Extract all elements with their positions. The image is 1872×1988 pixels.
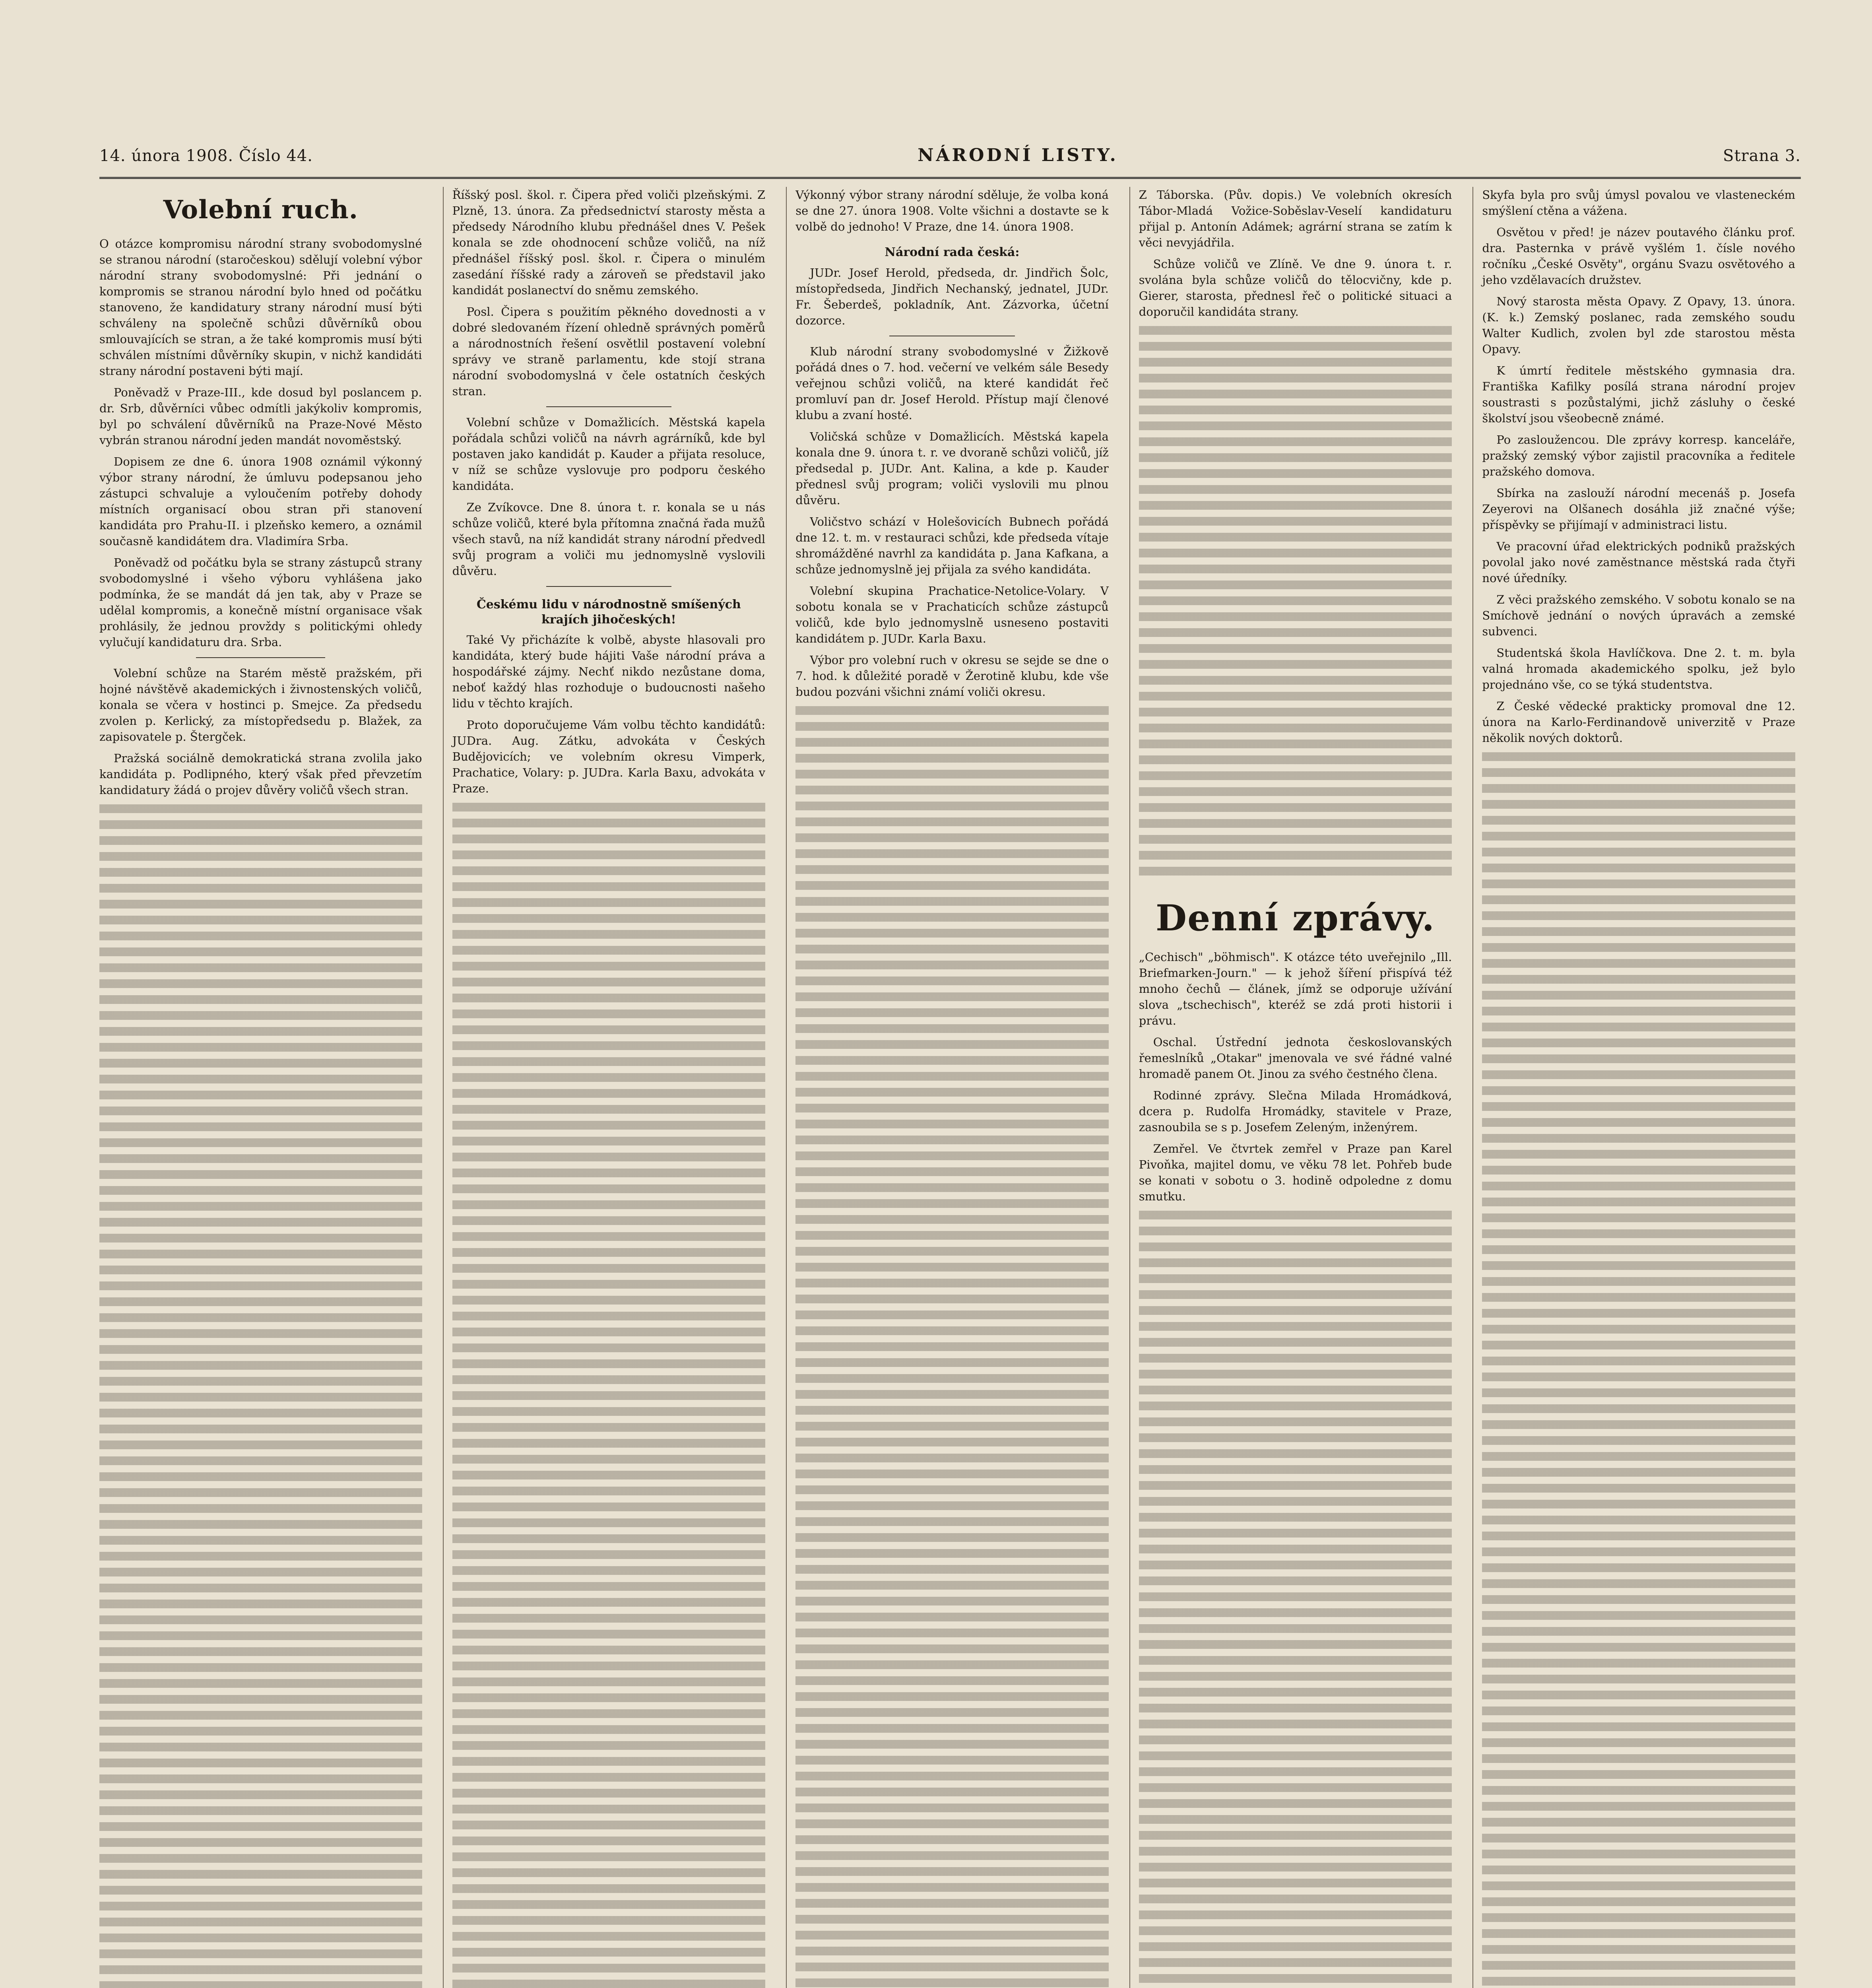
- section-title-denni-zpravy: Denní zprávy.: [1156, 897, 1436, 939]
- separator: [546, 406, 671, 407]
- article-paragraph: Osvětou v před! je název poutavého článku prof. dra. Pasternka v právě vyšlém 1. čísle nového ročníku „České Osvěty", orgánu Svazu osvětového a jeho vzdělavacích družstev.: [1482, 225, 1795, 287]
- separator: [196, 657, 325, 658]
- unreadable-text-block: [795, 706, 1109, 1988]
- article-paragraph: Říšský posl. škol. r. Čipera před voliči plzeňskými. Z Plzně, 13. února. Za předsednictví starosty města a předsedy Národního klubu přednášel dnes V. Pešek konala se zde ohodnocení schůze voličů, na níž přednášel říšský posl. škol. r. Čipera o minulém zasedání říšské rady a zároveň se představil jako kandidát poslanectví do sněmu zemského.: [452, 188, 766, 297]
- article-paragraph: Ve pracovní úřad elektrických podniků pražských povolal jako nové zaměstnance městská rada čtyři nové úředníky.: [1482, 540, 1795, 585]
- unreadable-text-block: [1482, 752, 1795, 1988]
- article-paragraph: Sbírka na zaslouží národní mecenáš p. Josefa Zeyerovi na Olšanech dosáhla již značné výše; příspěvky se přijímají v administraci listu.: [1482, 486, 1795, 532]
- article-paragraph: JUDr. Josef Herold, předseda, dr. Jindřich Šolc, místopředseda, Jindřich Nechanský, jednatel, JUDr. Fr. Šeberdeš, pokladník, Ant. Zázvorka, účetní dozorce.: [795, 266, 1109, 327]
- masthead: NÁRODNÍ LISTY.: [918, 145, 1118, 165]
- article-paragraph: Oschal. Ústřední jednota českoslovanských řemeslníků „Otakar" jmenovala ve své řádné valné hromadě panem Ot. Jinou za svého čestného člena.: [1139, 1035, 1452, 1081]
- subheading: Českému lidu v národnostně smíšených krajích jihočeských!: [476, 598, 741, 627]
- article-paragraph: Z České vědecké prakticky promoval dne 12. února na Karlo-Ferdinandově univerzitě v Praze několik nových doktorů.: [1482, 699, 1795, 745]
- columns: [99, 187, 1801, 1988]
- article-paragraph: Schůze voličů ve Zlíně. Ve dne 9. února t. r. svolána byla schůze voličů do tělocvičny, kde p. Gierer, starosta, přednesl řeč o politické situaci a doporučil kandidáta strany.: [1139, 257, 1452, 318]
- article-paragraph: Dopisem ze dne 6. února 1908 oznámil výkonný výbor strany národní, že úmluvu podepsanou jeho zástupci schvaluje a vyloučením potřeby dohody místních organisací obou stran při stanovení kandidáta pro Prahu-II. i plzeňsko kemero, a oznámil současně kandidátem dra. Vladimíra Srba.: [99, 455, 422, 548]
- page-number: Strana 3.: [1723, 147, 1801, 165]
- article-paragraph: Rodinné zprávy. Slečna Milada Hromádková, dcera p. Rudolfa Hromádky, stavitele v Praze, zasnoubila se s p. Josefem Zeleným, inženýrem.: [1139, 1089, 1452, 1134]
- article-paragraph: Také Vy přicházíte k volbě, abyste hlasovali pro kandidáta, který bude hájiti Vaše národní práva a hospodářské zájmy. Nechť nikdo nezůstane doma, neboť každý hlas rozhoduje o budoucnosti našeho lidu v těchto krajích.: [452, 633, 766, 710]
- article-paragraph: Voličská schůze v Domažlicích. Městská kapela konala dne 9. února t. r. ve dvoraně schůzi voličů, jíž předsedal p. JUDr. Ant. Kalina, a kde p. Kauder přednesl svůj program; voliči vyslovili mu plnou důvěru.: [795, 429, 1109, 507]
- article-paragraph: Volební skupina Prachatice-Netolice-Volary. V sobotu konala se v Prachaticích schůze zástupců voličů, kde bylo jednomyslně usneseno postaviti kandidátem p. JUDr. Karla Baxu.: [795, 584, 1109, 645]
- subheading: Národní rada česká:: [885, 245, 1020, 259]
- separator: [546, 586, 671, 587]
- article-paragraph: „Cechisch" „böhmisch". K otázce této uveřejnilo „Ill. Briefmarken-Journ." — k jehož šíření přispívá též mnoho čechů — článek, jímž se odporuje užívání slova „tschechisch", kteréž se zdá proti historii i právu.: [1139, 950, 1452, 1027]
- article-paragraph: Posl. Čipera s použitím pěkného dovednosti a v dobré sledovaném řízení ohledně správných poměrů a národnostních řešení osvětlil postavení volební správy ve straně parlamentu, kde stojí strana národní svobodomyslná v čele ostatních českých stran.: [452, 305, 766, 398]
- page-header: [99, 145, 1801, 173]
- article-paragraph: Volební schůze v Domažlicích. Městská kapela pořádala schůzi voličů na návrh agrárníků, kde byl postaven jako kandidát p. Kauder a přijata resoluce, v níž se schůze vyslovuje pro podporu českého kandidáta.: [452, 415, 766, 493]
- article-paragraph: Proto doporučujeme Vám volbu těchto kandidátů: JUDra. Aug. Zátku, advokáta v Českých Budějovicích; ve volebním okresu Vimperk, Prachatice, Volary: p. JUDra. Karla Baxu, advokáta v Praze.: [452, 718, 766, 795]
- column-4: [1129, 187, 1458, 1988]
- unreadable-text-block: [99, 804, 422, 1988]
- article-paragraph: Z věci pražského zemského. V sobotu konalo se na Smíchově jednání o nových úpravách a zemské subvenci.: [1482, 593, 1795, 638]
- unreadable-text-block: [1139, 1211, 1452, 1988]
- article-paragraph: Ze Zvíkovce. Dne 8. února t. r. konala se u nás schůze voličů, které byla přítomna značná řada mužů všech stavů, na níž kandidát strany národní předvedl svůj program a voliči mu jednomyslně vyslovili důvěru.: [452, 501, 766, 578]
- article-paragraph: Volební schůze na Starém městě pražském, při hojné návštěvě akademických i živnostenských voličů, konala se včera v hostinci p. Smejce. Za předsedu zvolen p. Kerlický, za místopředsedu p. Blažek, za zapisovatele p. Štergček.: [99, 666, 422, 744]
- article-paragraph: Výbor pro volební ruch v okresu se sejde se dne o 7. hod. k důležité poradě v Žerotině klubu, kde vše budou pozváni všichni známí voliči okresu.: [795, 653, 1109, 699]
- article-paragraph: Poněvadž v Praze-III., kde dosud byl poslancem p. dr. Srb, důvěrníci vůbec odmítli jakýkoliv kompromis, byl po schválení důvěrníků na Praze-Nové Město vybrán stranou národní jeden mandát novoměstský.: [99, 386, 422, 447]
- article-paragraph: K úmrtí ředitele městského gymnasia dra. Františka Kafilky posílá strana národní projev soustrasti s pozůstalými, jichž zásluhy o české školství jsou všeobecně známé.: [1482, 364, 1795, 425]
- article-paragraph: Z Táborska. (Pův. dopis.) Ve volebních okresích Tábor-Mladá Vožice-Soběslav-Veselí kandidaturu přijal p. Antonín Adámek; agrární strana se zatím k věci nevyjádřila.: [1139, 188, 1452, 249]
- column-2: [443, 187, 771, 1988]
- article-paragraph: Studentská škola Havlíčkova. Dne 2. t. m. byla valná hromada akademického spolku, jež bylo projednáno vše, co se týká studentstva.: [1482, 646, 1795, 691]
- header-rule: [99, 177, 1801, 179]
- article-paragraph: Pražská sociálně demokratická strana zvolila jako kandidáta p. Podlipného, který však před převzetím kandidatury žádá o projev důvěry voličů všech stran.: [99, 751, 422, 797]
- article-paragraph: Výkonný výbor strany národní sděluje, že volba koná se dne 27. února 1908. Volte všichni a dostavte se k volbě do jednoho! V Praze, dne 14. února 1908.: [795, 188, 1109, 233]
- column-3: [786, 187, 1114, 1988]
- article-paragraph: Po zasloužencou. Dle zprávy korresp. kanceláře, pražský zemský výbor zajistil pracovníka a ředitele pražského domova.: [1482, 433, 1795, 478]
- article-paragraph: Zemřel. Ve čtvrtek zemřel v Praze pan Karel Pivoňka, majitel domu, ve věku 78 let. Pohřeb bude se konati v sobotu o 3. hodině odpoledne z domu smutku.: [1139, 1142, 1452, 1203]
- article-paragraph: Voličstvo schází v Holešovicích Bubnech pořádá dne 12. t. m. v restauraci schůzi, kde předseda vítaje shromážděné navrhl za kandidáta p. Jana Kafkana, a schůze jednomyslně jej přijala za svého kandidáta.: [795, 514, 1109, 576]
- column-5: [1472, 187, 1801, 1988]
- unreadable-text-block: [452, 803, 766, 1988]
- column-1: [99, 187, 428, 1988]
- article-paragraph: Poněvadž od počátku byla se strany zástupců strany svobodomyslné i všeho výboru vyhlášena jako podmínka, že se mandát dá jen tak, aby v Praze se udělal kompromis, a konečně místní organisace však prohlásily, že jednou provždy s politickými ohledy vylučují kandidaturu dra. Srba.: [99, 556, 422, 649]
- article-paragraph: Klub národní strany svobodomyslné v Žižkově pořádá dnes o 7. hod. večerní ve velkém sále Besedy veřejnou schůzi voličů, na které kandidát řeč promluví pan dr. Josef Herold. Přístup mají členové klubu a zvaní hosté.: [795, 344, 1109, 422]
- issue-date: 14. února 1908. Číslo 44.: [99, 147, 313, 165]
- section-title-volebni-ruch: Volební ruch.: [163, 195, 358, 225]
- article-paragraph: Skyfa byla pro svůj úmysl povalou ve vlasteneckém smýšlení ctěna a vážena.: [1482, 188, 1795, 217]
- article-paragraph: Nový starosta města Opavy. Z Opavy, 13. února. (K. k.) Zemský poslanec, rada zemského soudu Walter Kudlich, zvolen byl zde starostou města Opavy.: [1482, 295, 1795, 356]
- unreadable-text-block: [1139, 326, 1452, 883]
- article-paragraph: O otázce kompromisu národní strany svobodomyslné se stranou národní (staročeskou) sdělují volební výbor národní strany svobodomyslné: Při jednání o kompromis se stranou národní bylo hned od počátku stanoveno, že kandidatury strany národní musí býti schváleny na společně schůzi důvěrníků obou smlouvajících se stran, a že také kompromis musí býti schválen místními důvěrníky skupin, v nichž kandidáti strany národní postaveni býti mají.: [99, 237, 422, 378]
